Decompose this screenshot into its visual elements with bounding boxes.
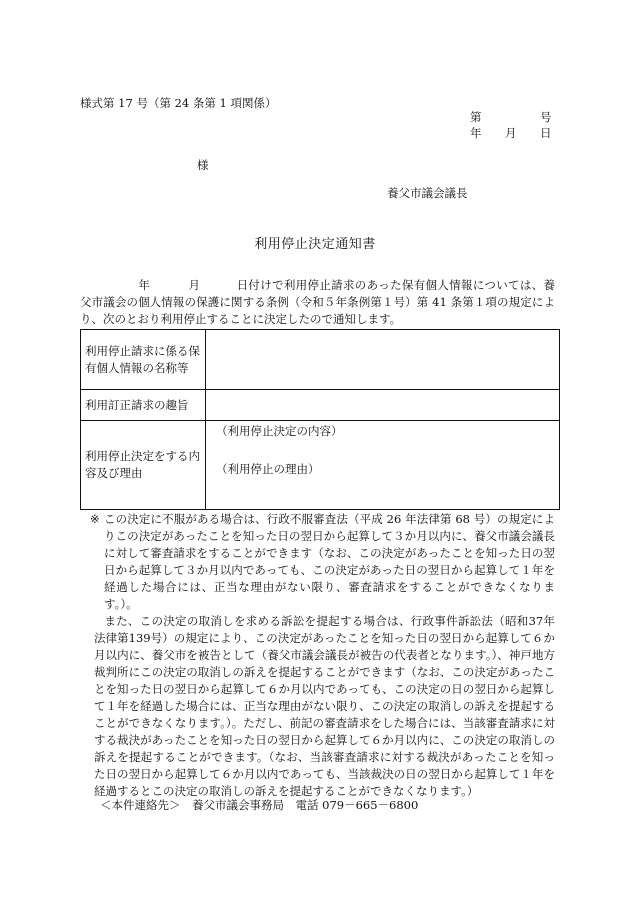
- row-label-info-name: 利用停止請求に係る保有個人情報の名称等: [81, 330, 206, 390]
- row-value-request-purpose: [206, 390, 560, 421]
- date-month: 月: [505, 126, 517, 140]
- contact-info: ＜本件連絡先＞ 養父市議会事務局 電話 079－665－6800: [100, 798, 419, 812]
- date-year: 年: [470, 126, 482, 140]
- form-number: 様式第 17 号（第 24 条第 1 項関係）: [80, 96, 277, 110]
- issuer: 養父市議会議長: [387, 186, 468, 200]
- table-row: [81, 330, 560, 390]
- intro-month: 月: [188, 278, 201, 292]
- number-prefix: 第: [470, 110, 482, 124]
- note-mark: ※: [90, 512, 100, 526]
- note-appeal: この決定に不服がある場合は、行政不服審査法（平成 26 年法律第 68 号）の規定によりこの決定があったことを知った日の翌日から起算して３か月以内に、養父市議会議長に対して審査請求をすることができます（なお、この決定があったことを知った日の翌日から起算して３か月以内であっても、この決定があった日の翌日から起算して１年を経過した場合には、正当な理由がない限り、審査請求をすることができなくなります。）。: [104, 512, 555, 611]
- intro-body: 日付けで利用停止請求のあった保有個人情報については、養父市議会の個人情報の保護に関する条例（令和５年条例第１号）第 41 条第１項の規定により、次のとおり利用停止することに決定したので通知します。: [80, 278, 556, 326]
- addressee: 様: [197, 158, 209, 172]
- table-row: [81, 390, 560, 421]
- note-lawsuit: また、この決定の取消しを求める訴訟を提起する場合は、行政事件訴訟法（昭和37年法律第139号）の規定により、この決定があったことを知った日の翌日から起算して６か月以内に、養父市を被告として（養父市議会議長が被告の代表者となります。）、神戸地方裁判所にこの決定の取消しの訴えを提起することができます（なお、この決定があったことを知った日の翌日から起算して６か月以内であっても、この決定の日の翌日から起算して１年を経過した場合には、正当な理由がない限り、この決定の取消しの訴えを提起することができなくなります。）。ただし、前記の審査請求をした場合には、当該審査請求に対する裁決があったことを知った日の翌日から起算して６か月以内に、この決定の取消しの訴えを提起することができます。（なお、当該審査請求に対する裁決があったことを知った日の翌日から起算して６か月以内であっても、当該裁決の日の翌日から起算して１年を経過するとこの決定の取消しの訴えを提起することができなくなります。）: [94, 614, 555, 798]
- row-label-decision-content: 利用停止決定をする内容及び理由: [81, 421, 206, 510]
- decision-reason-heading: （利用停止の理由）: [216, 462, 320, 476]
- document-title: 利用停止決定通知書: [254, 237, 376, 252]
- table-row: [81, 421, 560, 510]
- notes-section: [80, 511, 555, 800]
- intro-paragraph: [80, 277, 555, 328]
- row-label-request-purpose: 利用訂正請求の趣旨: [81, 390, 206, 421]
- date-day: 日: [540, 126, 552, 140]
- row-value-info-name: [206, 330, 560, 390]
- row-value-decision-content: [206, 421, 560, 510]
- number-suffix: 号: [540, 110, 552, 124]
- decision-content-heading: （利用停止決定の内容）: [216, 424, 343, 438]
- decision-table: [80, 329, 560, 510]
- intro-year: 年: [138, 278, 151, 292]
